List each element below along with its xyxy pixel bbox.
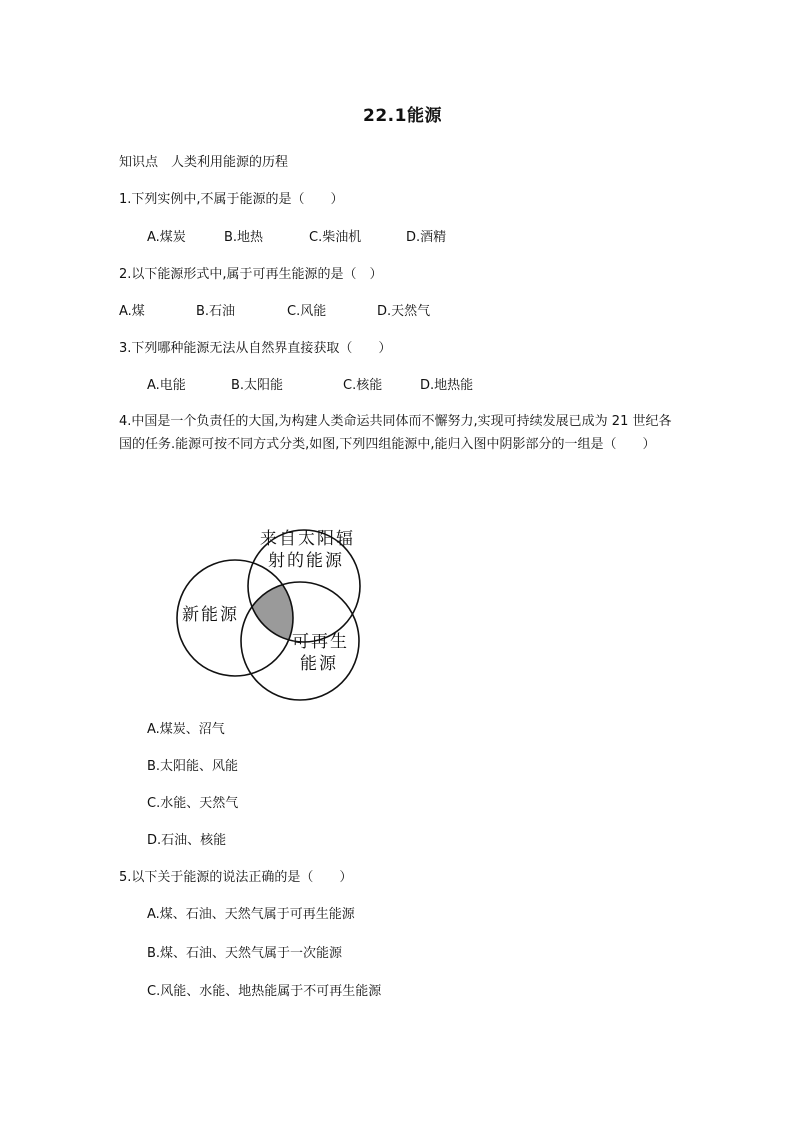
question-1-option-d: D.酒精 [406,230,447,245]
label-solar-1: 来自太阳辐 [260,529,355,549]
question-1-stem: 1.下列实例中,不属于能源的是（ ） [119,192,344,207]
question-5-option-a: A.煤、石油、天然气属于可再生能源 [147,907,355,922]
label-renewable-2: 能源 [300,654,338,674]
section-heading: 知识点 人类利用能源的历程 [119,155,289,170]
question-3-option-c: C.核能 [343,378,383,393]
question-5-stem: 5.以下关于能源的说法正确的是（ ） [119,870,353,885]
question-2-option-b: B.石油 [196,304,236,319]
question-4-option-b: B.太阳能、风能 [147,759,239,774]
question-1-option-a: A.煤炭 [147,230,186,245]
question-5-option-c: C.风能、水能、地热能属于不可再生能源 [147,984,382,999]
question-4-option-d: D.石油、核能 [147,833,227,848]
label-new-energy: 新能源 [182,605,239,625]
question-3-stem: 3.下列哪种能源无法从自然界直接获取（ ） [119,341,392,356]
page-title: 22.1能源 [363,106,442,126]
question-2-option-d: D.天然气 [377,304,431,319]
question-3-option-a: A.电能 [147,378,186,393]
question-3-option-b: B.太阳能 [231,378,284,393]
label-renewable-1: 可再生 [292,632,349,652]
question-4-option-a: A.煤炭、沼气 [147,722,225,737]
question-1-option-b: B.地热 [224,230,264,245]
question-5-option-b: B.煤、石油、天然气属于一次能源 [147,946,343,961]
question-2-option-a: A.煤 [119,304,145,319]
question-4-option-c: C.水能、天然气 [147,796,239,811]
question-2-option-c: C.风能 [287,304,327,319]
question-1-option-c: C.柴油机 [309,230,362,245]
question-2-stem: 2.以下能源形式中,属于可再生能源的是（ ） [119,267,383,282]
question-4-stem: 4.中国是一个负责任的大国,为构建人类命运共同体而不懈努力,实现可持续发展已成为 21 世纪各国的任务.能源可按不同方式分类,如图,下列四组能源中,能归入图中阴影部分的一组是（ ） [119,414,672,452]
question-3-option-d: D.地热能 [420,378,474,393]
venn-diagram [170,503,370,703]
label-solar-2: 射的能源 [268,551,344,571]
